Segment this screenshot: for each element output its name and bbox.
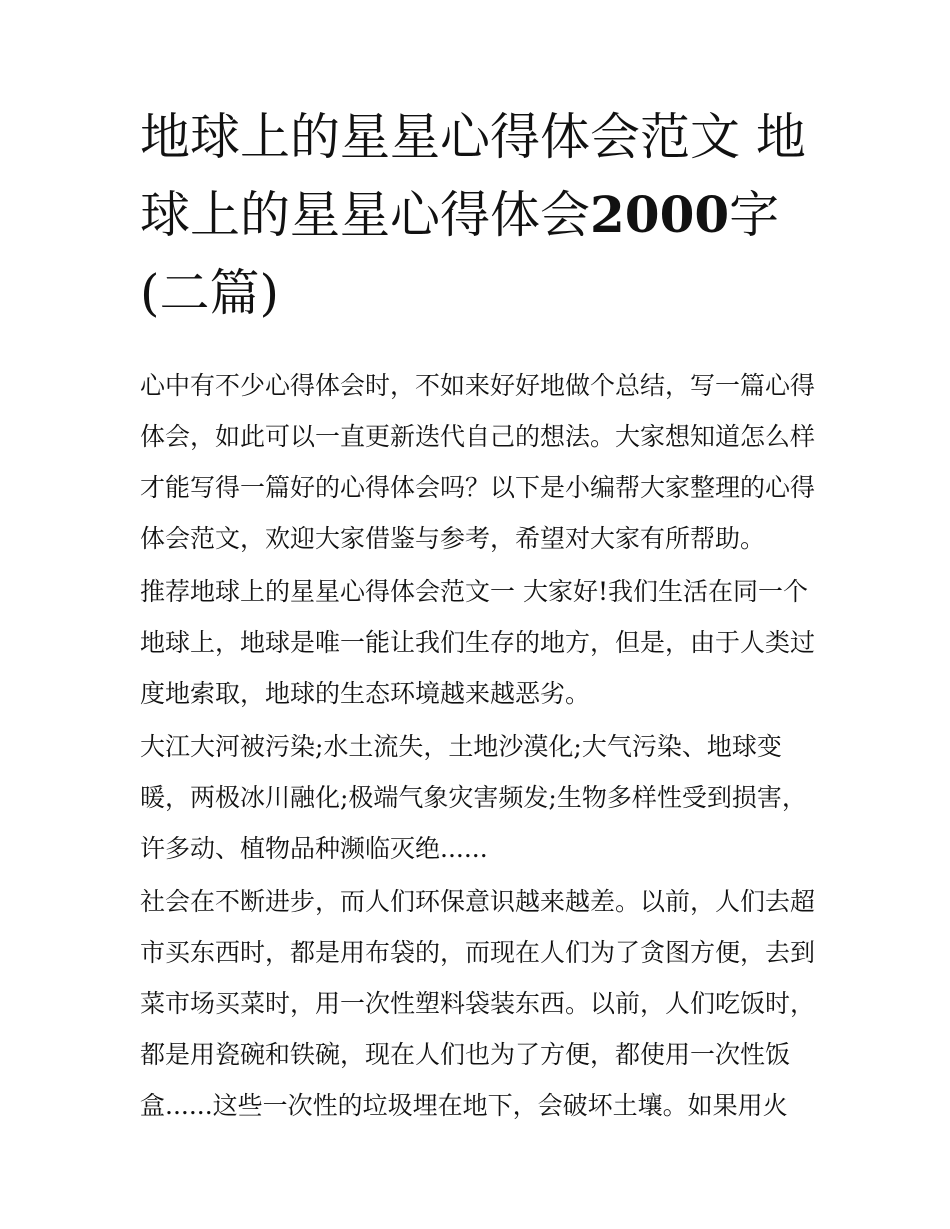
title-line-2: [140, 185, 820, 244]
paragraph-line: 地球上，地球是唯一能让我们生存的地方，但是，由于人类过: [140, 628, 816, 657]
paragraph-line: 大江大河被污染;水土流失，土地沙漠化;大气污染、地球变: [140, 732, 782, 761]
paragraph-line: 体会范文，欢迎大家借鉴与参考，希望对大家有所帮助。: [140, 524, 766, 553]
paragraph-environment-problems: [140, 721, 820, 874]
paragraph-line: 盒......这些一次性的垃圾埋在地下，会破坏土壤。如果用火: [140, 1091, 788, 1120]
paragraph-line: 推荐地球上的星星心得体会范文一 大家好!我们生活在同一个: [140, 577, 808, 606]
paragraph-line: 体会，如此可以一直更新迭代自己的想法。大家想知道怎么样: [140, 422, 816, 451]
paragraph-line: 暖，两极冰川融化;极端气象灾害频发;生物多样性受到损害，: [140, 783, 807, 812]
paragraph-intro: [140, 360, 820, 564]
document-title: [140, 108, 820, 346]
paragraph-line: 市买东西时，都是用布袋的，而现在人们为了贪图方便，去到: [140, 938, 816, 967]
paragraph-line: 度地索取，地球的生态环境越来越恶劣。: [140, 679, 591, 708]
paragraph-line: 才能写得一篇好的心得体会吗？以下是小编帮大家整理的心得: [140, 473, 816, 502]
title-text: 球上的星星心得体会: [140, 186, 590, 244]
paragraph-essay-opening: [140, 566, 820, 719]
paragraph-line: 菜市场买菜时，用一次性塑料袋装东西。以前，人们吃饭时，: [140, 989, 816, 1018]
title-word-count: 2000: [590, 185, 730, 244]
paragraph-line: 许多动、植物品种濒临灭绝......: [140, 834, 488, 863]
document-body: [140, 360, 820, 1133]
paragraph-line: 心中有不少心得体会时，不如来好好地做个总结，写一篇心得: [140, 371, 816, 400]
title-line-3: (二篇): [140, 264, 280, 322]
paragraph-line: 社会在不断进步，而人们环保意识越来越差。以前，人们去超: [140, 887, 816, 916]
title-unit: 字: [729, 186, 780, 244]
paragraph-line: 都是用瓷碗和铁碗，现在人们也为了方便，都使用一次性饭: [140, 1040, 791, 1069]
paragraph-social-habits: [140, 876, 820, 1131]
title-line-1: 地球上的星星心得体会范文 地: [140, 108, 806, 166]
